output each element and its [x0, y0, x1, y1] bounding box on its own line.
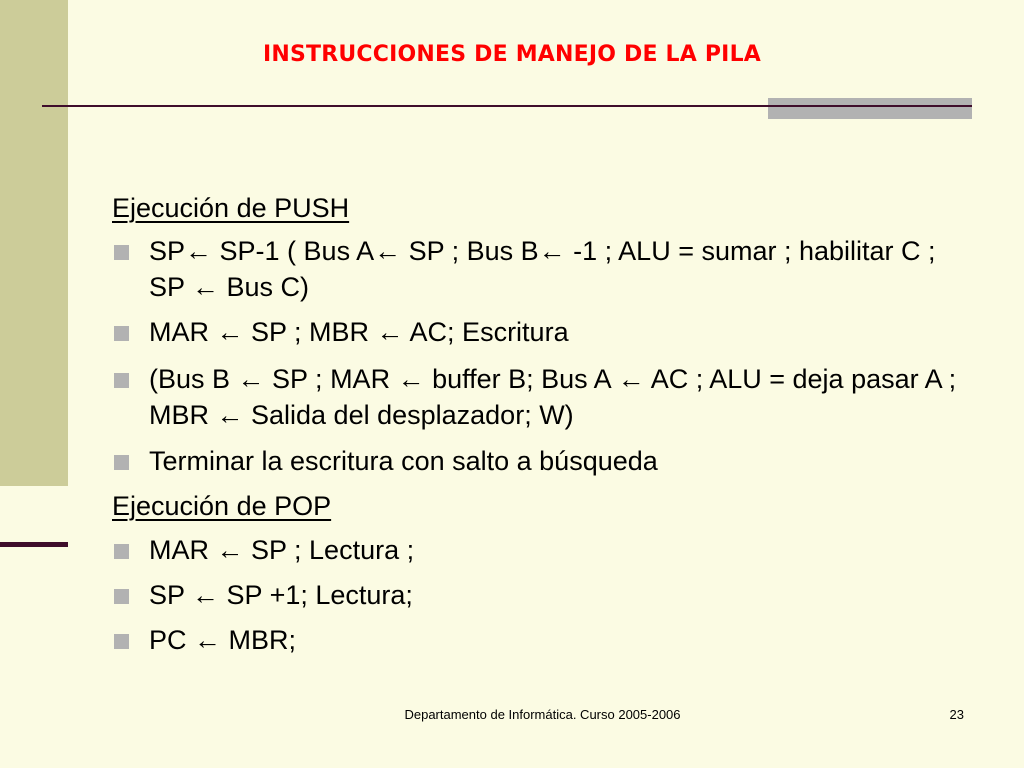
bullet-square-icon: [114, 455, 129, 470]
pop-heading: Ejecución de POP: [112, 491, 332, 521]
bullet-square-icon: [114, 326, 129, 341]
push-bullet-1: [112, 233, 972, 305]
bullet-square-icon: [114, 589, 129, 604]
page-number: 23: [949, 707, 964, 722]
footer-text: Departamento de Informática. Curso 2005-2006: [404, 707, 681, 722]
pop-bullet-2: [112, 577, 972, 613]
push-heading: Ejecución de PUSH: [112, 193, 350, 223]
bullet-text: Terminar la escritura con salto a búsqueda: [149, 446, 658, 476]
bullet-square-icon: [114, 544, 129, 559]
push-bullet-3: [112, 361, 972, 433]
bullet-square-icon: [114, 373, 129, 388]
push-bullet-4: [112, 443, 972, 479]
bullet-square-icon: [114, 634, 129, 649]
bullet-text: SP← SP-1 ( Bus A← SP ; Bus B← -1 ; ALU = sumar ; habilitar C ; SP ← Bus C): [149, 236, 936, 302]
bullet-text: MAR ← SP ; MBR ← AC; Escritura: [149, 317, 569, 347]
bullet-text: (Bus B ← SP ; MAR ← buffer B; Bus A ← AC ; ALU = deja pasar A ; MBR ← Salida del desplazador; W): [149, 364, 957, 430]
bullet-text: SP ← SP +1; Lectura;: [149, 580, 413, 610]
bullet-text: MAR ← SP ; Lectura ;: [149, 535, 415, 565]
pop-bullet-3: [112, 622, 972, 658]
push-bullet-2: [112, 314, 972, 350]
pop-bullet-1: [112, 532, 972, 568]
bullet-text: PC ← MBR;: [149, 625, 297, 655]
slide-title: INSTRUCCIONES DE MANEJO DE LA PILA: [262, 42, 762, 67]
bullet-square-icon: [114, 245, 129, 260]
